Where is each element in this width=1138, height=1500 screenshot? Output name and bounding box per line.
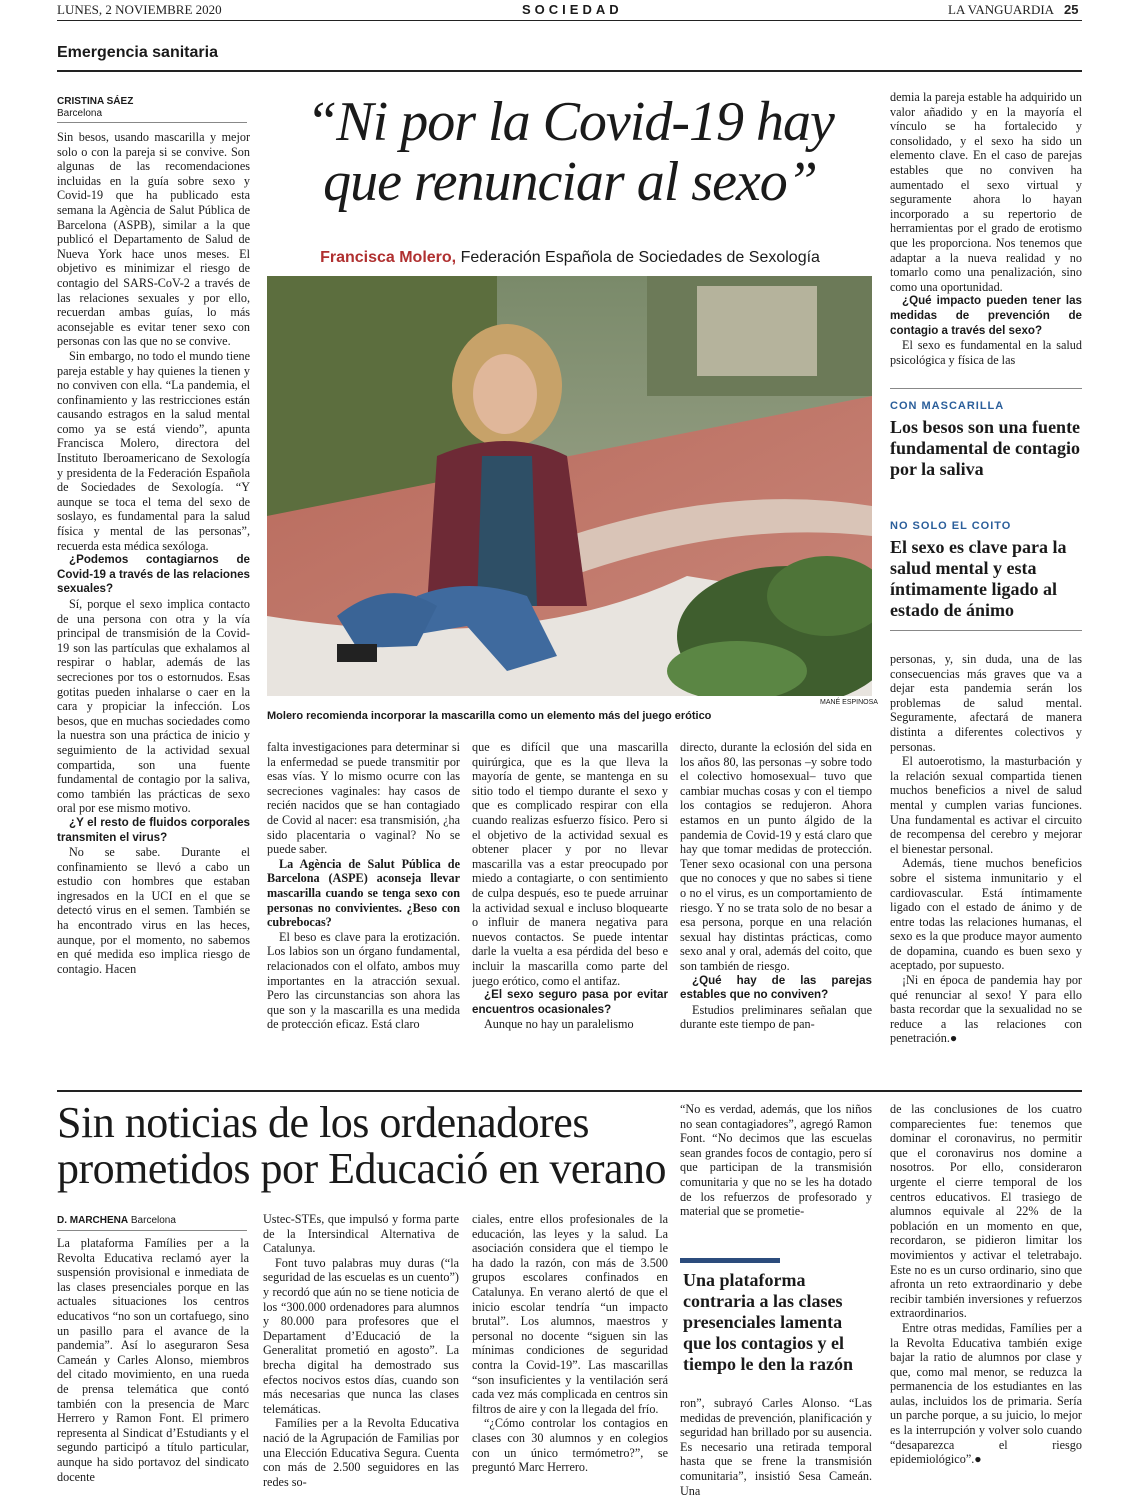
byline xyxy=(57,96,133,120)
paragraph: ciales, entre ellos profesionales de la educación, las leyes y la salud. La asociación considera que el tiempo le ha dado la razón, con más de 3.500 grupos escolares confinados en Catalunya. En verano alertó de que el inicio escolar tendría “un impacto brutal”. Los alumnos, maestros y personal no docente “siguen sin las mínimas condiciones de seguridad contra la Covid-19”. Las mascarillas “son insuficientes y la ventilación será cada vez más complicada en centros sin filtros de aire y con la llegada del frío. xyxy=(472,1212,668,1416)
paragraph: falta investigaciones para determinar si la enfermedad se puede transmitir por esas vías. Y lo mismo ocurre con las secreciones vaginales: hay casos de recién nacidos que se han contagiado de Covid al nacer: esa transmisión, ¿ha sido placentaria o vaginal? No se puede saber. xyxy=(267,740,460,857)
byline-author: D. MARCHENA xyxy=(57,1215,129,1226)
sidebar-label: NO SOLO EL COITO xyxy=(890,520,1012,532)
article1-column-4 xyxy=(680,740,872,1060)
paragraph: Entre otras medidas, Famílies per a la Revolta Educativa también exige bajar la ratio de alumnos por clase y que, como mal menor, se reduzca la permanencia de los estudiantes en las aulas, incluidos los de primaria. Sería un parche porque, a su juicio, lo mejor es la interrupción y volver solo cuando “desaparezca el riesgo epidemiológico”.● xyxy=(890,1320,1082,1467)
byline-rule xyxy=(57,1230,247,1231)
interview-question: ¿Y el resto de fluidos corporales transmiten el virus? xyxy=(57,815,250,844)
interview-photo xyxy=(267,276,872,696)
sidebar-headline: El sexo es clave para la salud mental y esta íntimamente ligado al estado de ánimo xyxy=(890,537,1067,620)
article2-column-2 xyxy=(263,1212,459,1500)
interview-question: ¿Qué hay de las parejas estables que no conviven? xyxy=(680,973,872,1002)
page-date: LUNES, 2 NOVIEMBRE 2020 xyxy=(57,2,222,17)
paragraph: Sin besos, usando mascarilla y mejor solo o con la pareja si se convive. Son algunas de las recomendaciones incluidas en la guía sobre sexo y Covid-19 que ha publicado esta semana la Agència de Salut Pública de Barcelona (ASPB), similar a la que publicó el Departamento de Salud de Nueva York hace unos meses. El objetivo es minimizar el riesgo de contagio del SARS-CoV-2 a través de las relaciones sexuales y por ello, recuerdan ambas guías, lo más aconsejable es evitar tener sexo con personas con las que no se convive. xyxy=(57,130,250,349)
byline-city: Barcelona xyxy=(57,108,103,119)
section-kicker: Emergencia sanitaria xyxy=(57,44,218,61)
paragraph: Ustec-STEs, que impulsó y forma parte de la Intersindical Alternativa de Catalunya. xyxy=(263,1212,459,1256)
article2-column-1 xyxy=(57,1236,249,1500)
sidebar-rule xyxy=(890,630,1082,631)
paragraph: No se sabe. Durante el confinamiento se llevó a cabo un estudio con hombres que estaban ingresados en la UCI en el que se detectó virus en el semen. También se ha encontrado virus en las heces, aunque, por el momento, no sabemos en qué medida eso implica riesgo de contagio. Hacen xyxy=(57,845,250,976)
kicker-rule xyxy=(57,70,1082,72)
photo-credit: MANÉ ESPINOSA xyxy=(820,699,878,706)
paragraph: El sexo es fundamental en la salud psicológica y física de las xyxy=(890,338,1082,367)
article2-subhead-box: Una plataforma contraria a las clases presenciales lamenta que los contagios y el tiempo le den la razón xyxy=(683,1270,853,1374)
article2-column-3 xyxy=(472,1212,668,1500)
paragraph: Sin embargo, no todo el mundo tiene pareja estable y hay quienes la tienen y no conviven con ella. “La pandemia, el confinamiento y las restricciones están causando estragos en la salud mental como ya se está viendo”, apunta Francisca Molero, directora del Instituto Iberoamericano de Sexología y presidenta de la Federación Española de Sociedades de Sexología. “Y aunque se toca el tema del sexo de soslayo, es fundamental para la salud física y mental de las personas”, recuerda esta médica sexóloga. xyxy=(57,348,250,553)
interview-question: ¿Podemos contagiarnos de Covid-19 a través de las relaciones sexuales? xyxy=(57,553,250,596)
interview-question: ¿El sexo seguro pasa por evitar encuentros ocasionales? xyxy=(472,988,668,1016)
photo-illustration xyxy=(267,276,872,696)
paragraph: “No es verdad, además, que los niños no sean contagiadores”, agregó Ramon Font. “No decimos que las escuelas sean grandes focos de contagio, pero sí que participan de la transmisión comunitaria y que no se les ha dotado de los refuerzos de profesorado y material que se prometie- xyxy=(680,1102,872,1219)
byline-author: CRISTINA SÁEZ xyxy=(57,96,134,107)
paragraph: Sí, porque el sexo implica contacto de una persona con otra y la vía principal de transmisión de la Covid-19 son las partículas que exhalamos al respirar o hablar, además de las secreciones por tos o estornudos. Esas gotitas pueden inhalarse o caer en la cara y propiciar la infección. Los besos, que en muchas sociedades como la nuestra son una práctica de inicio y seguimiento de la actividad sexual compartida, son una fuente fundamental de contagio por la saliva, como también las prácticas de sexo oral por ese mismo motivo. xyxy=(57,597,250,816)
byline-rule xyxy=(57,122,247,123)
paragraph: Estudios preliminares señalan que durante este tiempo de pan- xyxy=(680,1002,872,1032)
article1-column-5-bottom xyxy=(890,652,1082,1062)
article-divider xyxy=(57,1090,1082,1092)
paragraph: ¡Ni en época de pandemia hay por qué renunciar al sexo! Y para ello basta recordar que la sexualidad no se reduce a las relaciones con penetración.● xyxy=(890,973,1082,1046)
paragraph: que es difícil que una mascarilla quirúrgica, que es la que lleva la mayoría de gente, se mantenga en su sitio todo el tiempo durante el sexo y que es complicado respirar con ella cuando realizas esfuerzo físico. Pero si el objetivo de la actividad sexual es obtener placer y por no llevar mascarilla vas a estar preocupado por miedo a contagiarte, o con sentimiento de culpa después, eso te puede arruinar la actividad sexual e incluso bloquearte o influir de manera negativa para nuevos contactos. Se puede intentar darle la vuelta a esa pérdida del beso e incluir la mascarilla como parte del juego erótico, como el antifaz. xyxy=(472,740,668,988)
box-accent-bar xyxy=(680,1258,780,1263)
interviewee-org: Federación Española de Sociedades de Sexología xyxy=(460,249,820,266)
page-number: 25 xyxy=(1064,2,1079,17)
article2-column-4-bottom xyxy=(680,1396,872,1500)
paragraph: El beso es clave para la erotización. Los labios son un órgano fundamental, relacionados con el olfato, ambos muy importantes en la atracción sexual. Pero las circunstancias son ahora las que son y la mascarilla es una medida de protección eficaz. Está claro xyxy=(267,929,460,1032)
paragraph: “¿Cómo controlar los contagios en clases con 30 alumnos y en colegios con un único termómetro?”, se preguntó Marc Herrero. xyxy=(472,1416,668,1475)
paragraph: Aunque no hay un paralelismo xyxy=(484,1017,634,1032)
paragraph: La plataforma Famílies per a la Revolta Educativa reclamó ayer la suspensión provisional e inmediata de las clases presenciales porque en las actuales situaciones los centros educativos “no son un cortafuego, sino un pasillo para el avance de la pandemia”. Así lo aseguraron Sesa Cameán y Carles Alonso, miembros del citado movimiento, en una rueda de prensa telemática que contó también con la presencia de Marc Herrero y Ramon Font. El primero representa al Sindicat d’Estudiants y el segundo participó a título particular, aunque ha sido portavoz del sindicato docente xyxy=(57,1236,249,1484)
section-name: SOCIEDAD xyxy=(522,2,623,17)
sidebar-rule xyxy=(890,388,1082,389)
paragraph: demia la pareja estable ha adquirido un valor añadido y en la mayoría el vínculo se ha fortalecido y consolidado, y el sexo ha sido un elemento clave. En el caso de parejas estables que no conviven ha aumentado el sexo virtual y seguramente ahora lo hayan incorporado a su repertorio de herramientas por el grado de erotismo que les proporciona. Nos tenemos que adaptar a la nueva realidad y no tomarlo como una penalización, sino como una oportunidad. xyxy=(890,90,1082,294)
sidebar-headline: Los besos son una fuente fundamental de contagio por la saliva xyxy=(890,417,1081,479)
paragraph: El autoerotismo, la masturbación y la relación sexual compartida tienen muchos beneficios a nivel de salud mental y cumplen varias funciones. Una fundamental es activar el circuito de recompensa del cerebro y mejorar el bienestar personal. xyxy=(890,754,1082,856)
interview-question: ¿Qué impacto pueden tener las medidas de prevención de contagio a través del sexo? xyxy=(890,294,1082,337)
sidebar-label: CON MASCARILLA xyxy=(890,400,1005,412)
paragraph: Además, tiene muchos beneficios sobre el sistema inmunitario y el cardiovascular. Está íntimamente ligado con el estado de ánimo y de entre todas las relaciones humanas, el sexo es la que produce mayor aumento de dopamina, cuando es buen sexo y aceptado, por supuesto. xyxy=(890,856,1082,973)
paragraph: Famílies per a la Revolta Educativa nació de la Agrupación de Familias por una Elección Educativa Segura. Cuenta con más de 2.500 seguidores en las redes so- xyxy=(263,1416,459,1489)
paragraph: personas, y, sin duda, una de las consecuencias más graves que va a dejar esta pandemia serán los problemas de salud mental. Seguramente, afectará de manera distinta a diferentes colectivos y personas. xyxy=(890,652,1082,754)
article2-column-5 xyxy=(890,1102,1082,1500)
paragraph: ron”, subrayó Carles Alonso. “Las medidas de prevención, planificación y seguridad han brillado por su ausencia. Es necesario una retirada temporal hasta que se frene la transmisión comunitaria”, insistió Sesa Cameán. Una xyxy=(680,1396,872,1498)
photo-caption: Molero recomienda incorporar la mascarilla como un elemento más del juego erótico xyxy=(267,710,712,722)
interview-question: La Agència de Salut Pública de Barcelona (ASPE) aconseja llevar mascarilla cuando se tenga sexo con personas no convivientes. ¿Beso con cubrebocas? xyxy=(267,856,460,930)
byline-city: Barcelona xyxy=(130,1215,176,1226)
article1-column-1 xyxy=(57,130,250,1055)
interviewee xyxy=(268,249,872,267)
article1-headline: “Ni por la Covid-19 hay que renunciar al sexo” xyxy=(306,91,834,213)
article1-column-2 xyxy=(267,740,460,1060)
article2-column-4-top xyxy=(680,1102,872,1247)
article2-headline: Sin noticias de los ordenadores prometidos por Educació en verano xyxy=(57,1098,667,1193)
newspaper-name: LA VANGUARDIA xyxy=(948,2,1055,17)
byline xyxy=(57,1215,176,1227)
header-rule xyxy=(57,20,1082,21)
paragraph: de las conclusiones de los cuatro comparecientes fue: tenemos que dominar el coronavirus, no permitir que el coronavirus nos domine a nosotros. Por ello, consideraron urgente el cierre temporal de los centros educativos. El trasiego de alumnos equivale al 22% de la población en un momento en que, recordaron, se pidieron limitar los movimientos y activar el teletrabajo. Este no es un curso ordinario, sino que afronta un reto extraordinario y debe recibir también inversiones y refuerzos extraordinarios. xyxy=(890,1102,1082,1321)
paragraph: Font tuvo palabras muy duras (“la seguridad de las escuelas es un cuento”) y recordó que aún no se tiene noticia de los “300.000 ordenadores para alumnos y 80.000 para profesores que el Departament d’Educació de la Generalitat prometió en agosto”. La brecha digital ha demostrado sus efectos nocivos estos días, cuando son más necesarias que nunca las clases telemáticas. xyxy=(263,1255,459,1416)
paragraph: directo, durante la eclosión del sida en los años 80, las personas –y sobre todo el colectivo homosexual– tuvo que cambiar muchas cosas y con el tiempo los contagios se redujeron. Ahora estamos en un punto álgido de la pandemia de Covid-19 y está claro que hay que tomar medidas de protección. Tener sexo ocasional con una persona que no conoces y que no sabes si tiene o no el virus, es un comportamiento de riesgo. Y no se trata solo de no besar a esa persona, porque en una relación sexual hay distintas prácticas, como sexo anal y oral, además del coito, que son también de riesgo. xyxy=(680,740,872,973)
interviewee-name: Francisca Molero, xyxy=(320,249,457,266)
article1-column-5-top xyxy=(890,90,1082,380)
article1-column-3 xyxy=(472,740,668,1060)
